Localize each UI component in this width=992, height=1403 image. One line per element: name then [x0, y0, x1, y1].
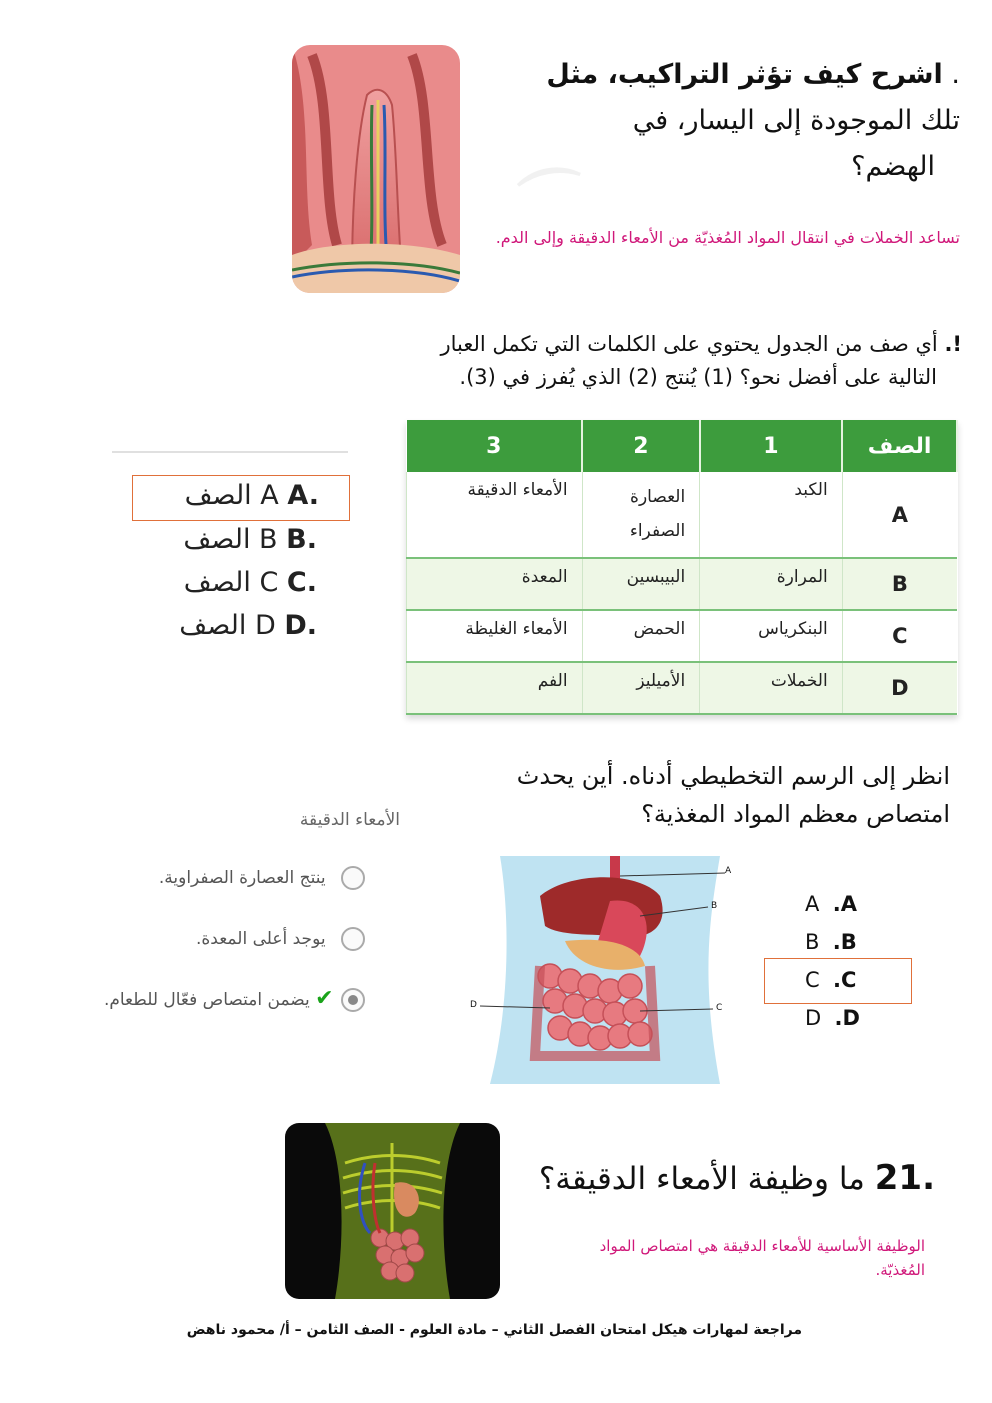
q1-line-2: تلك الموجودة إلى اليسار، في [632, 105, 960, 136]
diagram-label-c: C [716, 1003, 723, 1013]
header-3: 3 [407, 420, 583, 472]
q21-question [520, 1158, 935, 1198]
cell: الأمعاء الغليظة [407, 610, 583, 662]
option-text: B [805, 930, 820, 954]
q21-answer-line-1: الوظيفة الأساسية للأمعاء الدقيقة هي امتصاص المواد [599, 1237, 925, 1255]
option-letter: C. [286, 567, 317, 598]
q2-option-d[interactable] [179, 610, 317, 641]
q21-number: .21 [874, 1158, 935, 1198]
option-text: الصف B [183, 524, 278, 555]
option-letter: .D [834, 1006, 860, 1030]
header-2: 2 [582, 420, 700, 472]
choice-text: يضمن امتصاص فعّال للطعام. [103, 990, 310, 1010]
q2-number: !. [944, 332, 962, 356]
body-image [285, 1123, 500, 1299]
q3-line-2: امتصاص معظم المواد المغذية؟ [641, 800, 950, 828]
cell: الخملات [700, 662, 843, 714]
q2-table [406, 420, 958, 715]
q3-option-c[interactable] [764, 958, 912, 1004]
watermark: ⌒ [514, 158, 591, 244]
option-text: الصف A [184, 480, 279, 511]
q3-question [470, 757, 950, 833]
q1-line-1: اشرح كيف تؤثر التراكيب، مثل [546, 59, 943, 90]
option-letter: B. [286, 524, 317, 555]
q1-line-3: الهضم؟ [851, 151, 935, 182]
header-row: الصف [842, 420, 957, 472]
cell: الأميليز [582, 662, 700, 714]
q1-question [490, 52, 960, 190]
option-letter: .A [832, 892, 857, 916]
cell: المرارة [700, 558, 843, 610]
cell: البيبسين [582, 558, 700, 610]
check-icon: ✔ [315, 986, 334, 1011]
row-label: C [842, 610, 957, 662]
cell: الفم [407, 662, 583, 714]
row-label: D [842, 662, 957, 714]
q2-option-b[interactable] [183, 524, 317, 555]
divider-line [112, 451, 348, 453]
q21-answer [520, 1234, 925, 1282]
cell: المعدة [407, 558, 583, 610]
table-row [407, 662, 958, 714]
q2-line-1: أي صف من الجدول يحتوي على الكلمات التي تكمل العبار [440, 332, 938, 356]
q2-option-c[interactable] [184, 567, 317, 598]
side-quiz-title: الأمعاء الدقيقة [299, 810, 400, 830]
page-footer: مراجعة لمهارات هيكل امتحان الفصل الثاني – مادة العلوم - الصف الثامن – أ/ محمود ناهض [186, 1322, 802, 1338]
cell: الحمض [582, 610, 700, 662]
q1-number: . [951, 59, 960, 90]
side-quiz-choice-2[interactable] [196, 927, 365, 951]
option-letter: .C [833, 968, 857, 992]
table-row [407, 472, 958, 558]
cell: البنكرياس [700, 610, 843, 662]
row-label: A [842, 472, 957, 558]
cell: الأمعاء الدقيقة [407, 472, 583, 558]
diagram-label-d: D [470, 1000, 477, 1010]
option-letter: A. [287, 480, 319, 511]
q21-answer-line-2: المُغذيّة. [875, 1261, 925, 1279]
side-quiz-choice-3[interactable] [104, 986, 365, 1012]
table-row [407, 558, 958, 610]
side-quiz-choice-1[interactable] [159, 866, 365, 890]
cell: العصارة الصفراء [582, 472, 700, 558]
choice-text: ينتج العصارة الصفراوية. [158, 868, 326, 888]
q3-option-d[interactable] [805, 1006, 860, 1030]
q3-line-1: انظر إلى الرسم التخطيطي أدناه. أين يحدث [516, 762, 950, 790]
q1-answer: تساعد الخملات في انتقال المواد المُغذيّة من الأمعاء الدقيقة وإلى الدم. [495, 228, 960, 247]
table-row [407, 610, 958, 662]
q2-table-wrap [406, 420, 958, 715]
diagram-label-b: B [711, 901, 718, 911]
choice-text: يوجد أعلى المعدة. [196, 929, 326, 949]
option-text: C [805, 968, 820, 992]
q2-line-2: التالية على أفضل نحو؟ (1) يُنتج (2) الذي يُفرز في (3). [459, 365, 937, 389]
row-label: B [842, 558, 957, 610]
option-text: D [805, 1006, 822, 1030]
option-letter: .B [832, 930, 857, 954]
digestive-diagram [470, 856, 750, 1084]
radio-button-selected[interactable] [341, 988, 365, 1012]
q21-text: ما وظيفة الأمعاء الدقيقة؟ [538, 1161, 865, 1197]
radio-button[interactable] [341, 927, 365, 951]
q2-question [395, 328, 962, 394]
q3-option-b[interactable] [805, 930, 857, 954]
header-1: 1 [700, 420, 843, 472]
option-text: A [805, 892, 820, 916]
radio-button[interactable] [341, 866, 365, 890]
diagram-label-a: A [725, 866, 732, 876]
option-text: الصف D [179, 610, 276, 641]
option-text: الصف C [183, 567, 279, 598]
q3-option-a[interactable] [805, 892, 857, 916]
villi-image [292, 45, 460, 293]
cell: الكبد [700, 472, 843, 558]
q2-option-a[interactable] [132, 475, 350, 521]
option-letter: D. [284, 610, 317, 641]
